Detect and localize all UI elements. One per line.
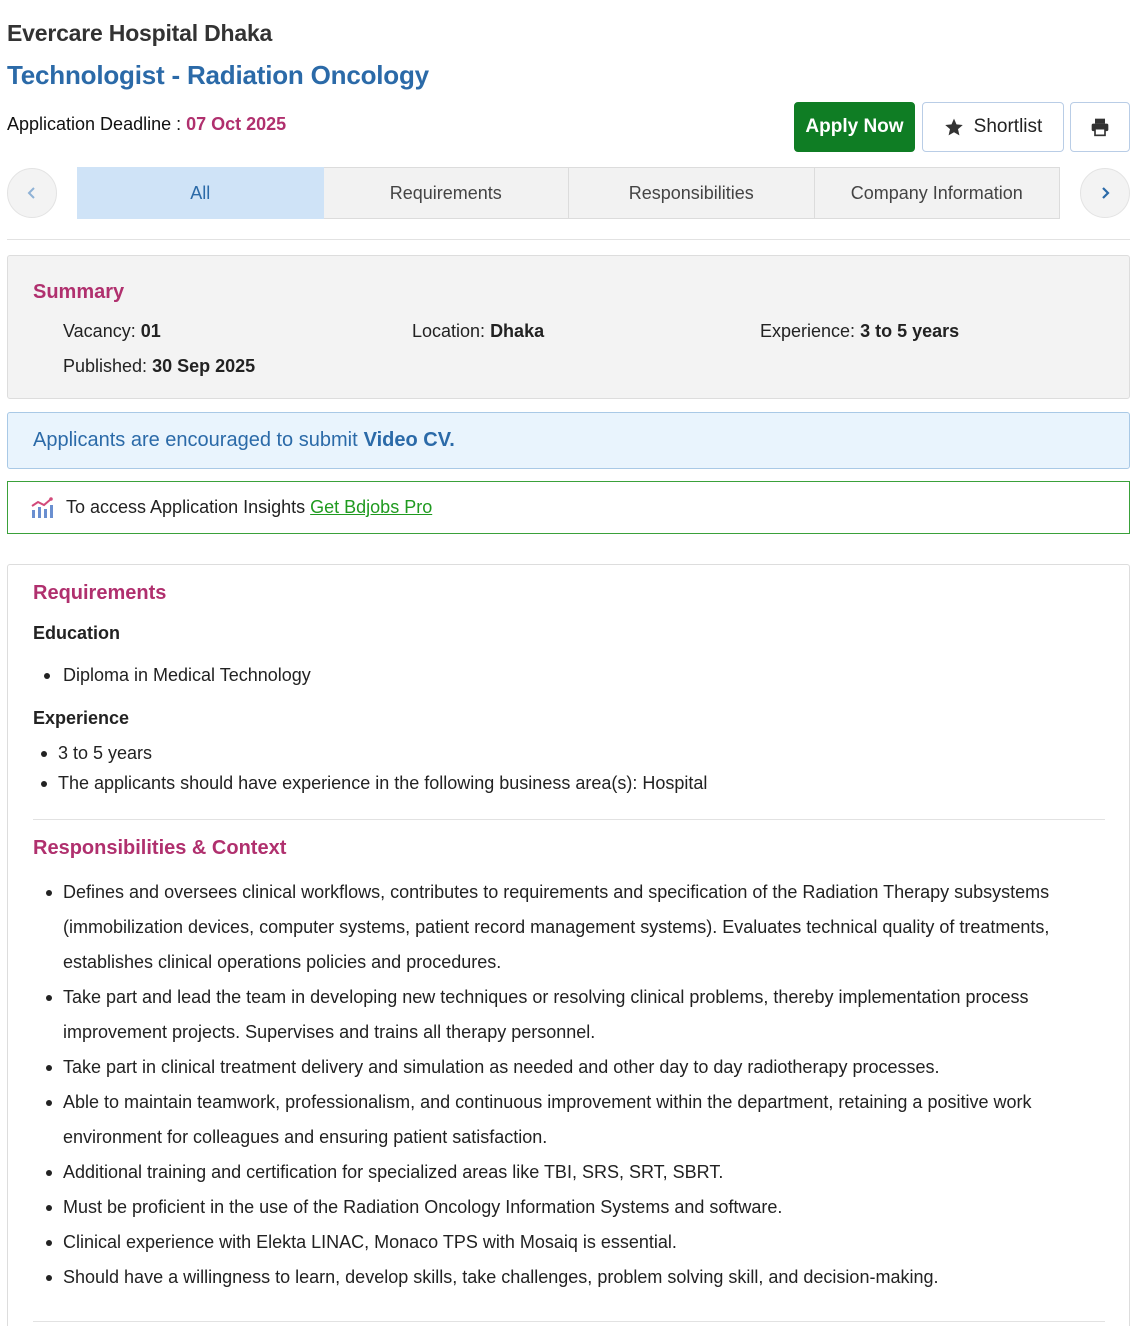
responsibility-item: Take part in clinical treatment delivery and simulation as needed and other day to day radiotherapy processes. [63,1050,1083,1085]
company-name: Evercare Hospital Dhaka [7,20,273,46]
published-value: 30 Sep 2025 [152,356,256,376]
experience-heading: Experience [33,708,130,728]
print-button[interactable] [1070,102,1130,152]
published-label: Published: [63,356,153,376]
responsibility-item: Must be proficient in the use of the Radiation Oncology Information Systems and software. [63,1190,1083,1225]
star-icon [944,117,964,137]
chevron-right-icon [1097,185,1113,201]
tab-requirements[interactable]: Requirements [324,167,570,219]
tabs-prev-button[interactable] [7,168,57,218]
responsibility-item: Take part and lead the team in developing new techniques or resolving clinical problems, thereby implementation process improvement projects. Supervises and trains all therapy personnel. [63,980,1083,1050]
job-title: Technologist - Radiation Oncology [7,60,429,90]
location-label: Location: [412,321,491,341]
experience-item: The applicants should have experience in the following business area(s): Hospital [58,768,707,798]
get-bdjobs-pro-link[interactable]: Get Bdjobs Pro [310,497,433,517]
chevron-left-icon [24,185,40,201]
video-cv-banner [7,412,1130,469]
responsibility-item: Able to maintain teamwork, professionalism, and continuous improvement within the department, retaining a positive work environment for colleagues and ensuring patient satisfaction. [63,1085,1083,1155]
chart-icon [30,497,54,519]
responsibility-item: Should have a willingness to learn, develop skills, take challenges, problem solving skill, and decision-making. [63,1260,1083,1295]
tabs-next-button[interactable] [1080,168,1130,218]
vacancy-value: 01 [140,321,161,341]
location-value: Dhaka [490,321,545,341]
requirements-heading: Requirements [33,582,167,604]
apply-now-button[interactable]: Apply Now [794,102,915,152]
experience-label: Experience: [760,321,861,341]
experience [760,321,959,342]
responsibilities-heading: Responsibilities & Context [33,837,287,859]
header-divider [7,239,1130,240]
tab-responsibilities[interactable]: Responsibilities [569,167,815,219]
education-item: Diploma in Medical Technology [63,658,311,693]
responsibility-item: Clinical experience with Elekta LINAC, Monaco TPS with Mosaiq is essential. [63,1225,1083,1260]
tab-company-information[interactable]: Company Information [815,167,1061,219]
tab-all[interactable]: All [77,167,324,219]
summary-heading: Summary [33,281,125,303]
insights-text: To access Application Insights [66,497,306,517]
location [412,321,544,342]
section-tabs [77,167,1060,219]
section-divider [33,1321,1105,1322]
video-cv-text: Applicants are encouraged to submit [33,429,358,451]
printer-icon [1090,117,1110,137]
deadline-date: 07 Oct 2025 [186,114,287,134]
application-deadline [7,114,286,135]
vacancy [63,321,161,342]
shortlist-button[interactable] [922,102,1064,152]
section-divider [33,819,1105,820]
experience-item: 3 to 5 years [58,738,152,768]
summary-panel [7,255,1130,399]
responsibility-item: Defines and oversees clinical workflows, contributes to requirements and specification of the Radiation Therapy subsystems (immobilization devices, computer systems, patient record management systems). Evaluates technical quality of treatments, establishes clinical operations policies and procedures. [63,875,1083,980]
shortlist-label: Shortlist [973,116,1043,137]
details-panel [7,564,1130,1326]
education-heading: Education [33,623,121,643]
experience-value: 3 to 5 years [860,321,960,341]
published [63,356,255,377]
insights-banner [7,481,1130,534]
deadline-label: Application Deadline : [7,114,187,134]
video-cv-emphasis[interactable]: Video CV. [363,429,455,451]
responsibility-item: Additional training and certification for specialized areas like TBI, SRS, SRT, SBRT. [63,1155,1083,1190]
vacancy-label: Vacancy: [63,321,141,341]
